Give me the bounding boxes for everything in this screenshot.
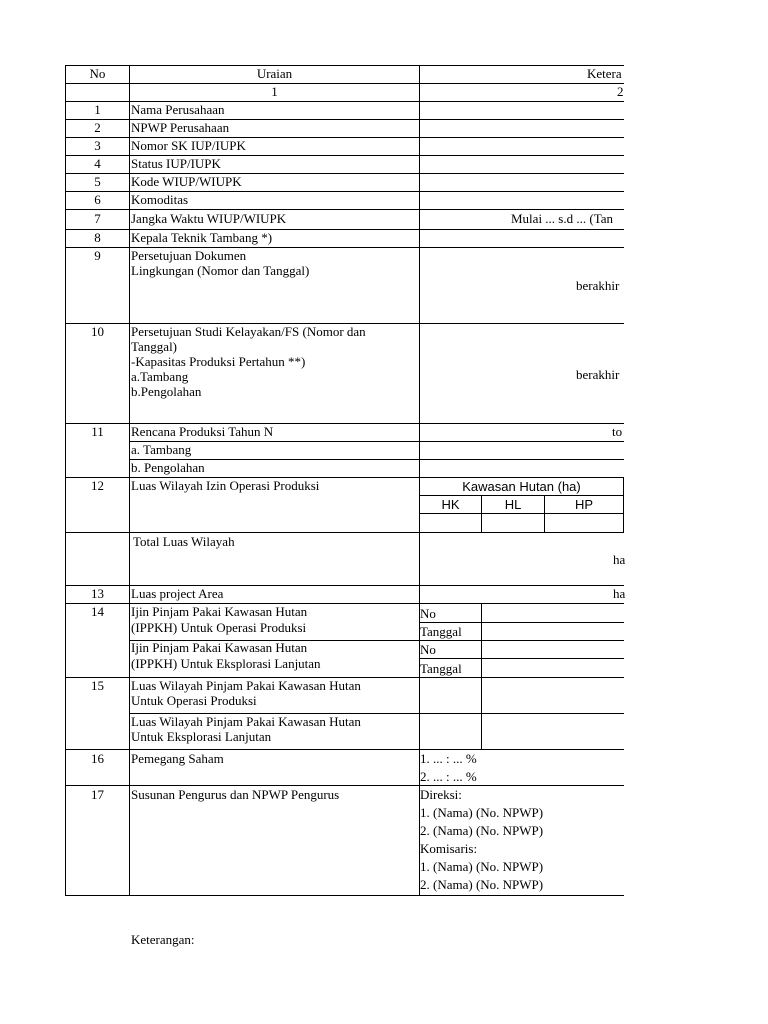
header-keterangan: Ketera — [587, 66, 622, 81]
row-label: Susunan Pengurus dan NPWP Pengurus — [131, 787, 340, 802]
kawasan-hutan-header: Kawasan Hutan (ha) — [462, 479, 581, 494]
row-value: Komisaris: — [420, 841, 478, 856]
grid-line — [419, 513, 624, 514]
grid-line — [65, 532, 624, 533]
row-label: a.Tambang — [131, 369, 189, 384]
grid-line — [65, 895, 624, 896]
row-label: Pemegang Saham — [131, 751, 224, 766]
header-uraian: Uraian — [256, 66, 293, 81]
row-value: Mulai ... s.d ... (Tan — [511, 211, 613, 226]
row-label: Status IUP/IUPK — [131, 156, 221, 171]
row-label: -Kapasitas Produksi Pertahun **) — [131, 354, 306, 369]
row-label: Untuk Operasi Produksi — [131, 693, 257, 708]
row-label: Kode WIUP/WIUPK — [131, 174, 242, 189]
row-number: 11 — [91, 424, 104, 439]
row-value: 2. (Nama) (No. NPWP) — [420, 823, 544, 838]
row-value: 1. (Nama) (No. NPWP) — [420, 859, 544, 874]
row-number: 14 — [91, 604, 104, 619]
row-number: 12 — [91, 478, 104, 493]
row-value: Direksi: — [420, 787, 462, 802]
grid-line — [129, 65, 130, 896]
row-number: 13 — [91, 586, 104, 601]
row-label: Luas Wilayah Pinjam Pakai Kawasan Hutan — [131, 678, 361, 693]
row-label: Persetujuan Dokumen — [131, 248, 247, 263]
grid-line — [419, 622, 624, 623]
row-label: b.Pengolahan — [131, 384, 202, 399]
hp-header: HP — [574, 497, 594, 512]
column-number-1: 1 — [271, 84, 278, 99]
row-label: Ijin Pinjam Pakai Kawasan Hutan — [131, 640, 308, 655]
grid-line — [481, 603, 482, 749]
ippkh-eks-no-label: No — [420, 642, 436, 657]
grid-line — [129, 441, 624, 442]
row-sublabel: a. Tambang — [131, 442, 192, 457]
grid-line — [65, 209, 624, 210]
grid-line — [419, 495, 624, 496]
row-number: 16 — [91, 751, 104, 766]
row-label: Ijin Pinjam Pakai Kawasan Hutan — [131, 604, 308, 619]
row-label: (IPPKH) Untuk Operasi Produksi — [131, 620, 307, 635]
row-value: to — [612, 424, 623, 439]
row-value: 1. (Nama) (No. NPWP) — [420, 805, 544, 820]
row-value: berakhir — [576, 278, 620, 293]
total-value: ha — [613, 552, 626, 567]
row-number: 9 — [94, 248, 101, 263]
row-label: Kepala Teknik Tambang *) — [131, 230, 273, 245]
row-number: 5 — [94, 174, 101, 189]
row-number: 15 — [91, 678, 104, 693]
row-value: ha — [613, 586, 626, 601]
row-label: Luas Wilayah Izin Operasi Produksi — [131, 478, 320, 493]
row-label: (IPPKH) Untuk Eksplorasi Lanjutan — [131, 656, 321, 671]
row-label: Komoditas — [131, 192, 189, 207]
row-number: 17 — [91, 787, 104, 802]
row-number: 1 — [94, 102, 101, 117]
grid-line — [419, 658, 624, 659]
row-value: 2. ... : ... % — [420, 769, 477, 784]
row-label: Tanggal) — [131, 339, 178, 354]
header-no: No — [89, 66, 106, 81]
column-number-2: 2 — [617, 84, 624, 99]
row-label: Persetujuan Studi Kelayakan/FS (Nomor dan — [131, 324, 366, 339]
row-label: Rencana Produksi Tahun N — [131, 424, 274, 439]
hl-header: HL — [504, 497, 522, 512]
row-number: 8 — [94, 230, 101, 245]
grid-line — [65, 749, 624, 750]
row-label: Jangka Waktu WIUP/WIUPK — [131, 211, 287, 226]
row-value: 1. ... : ... % — [420, 751, 477, 766]
row-number: 2 — [94, 120, 101, 135]
keterangan-label: Keterangan: — [131, 932, 195, 947]
row-label: NPWP Perusahaan — [131, 120, 230, 135]
ippkh-op-tanggal-label: Tanggal — [420, 624, 462, 639]
row-number: 6 — [94, 192, 101, 207]
grid-line — [65, 785, 624, 786]
ippkh-op-no-label: No — [420, 606, 436, 621]
hk-header: HK — [441, 497, 460, 512]
row-label: Luas project Area — [131, 586, 224, 601]
row-sublabel: b. Pengolahan — [131, 460, 205, 475]
row-label: Untuk Eksplorasi Lanjutan — [131, 729, 272, 744]
row-label: Luas Wilayah Pinjam Pakai Kawasan Hutan — [131, 714, 361, 729]
grid-line — [623, 477, 624, 533]
ippkh-eks-tanggal-label: Tanggal — [420, 661, 462, 676]
row-number: 10 — [91, 324, 104, 339]
row-number: 3 — [94, 138, 101, 153]
row-label: Lingkungan (Nomor dan Tanggal) — [131, 263, 310, 278]
total-label: Total Luas Wilayah — [133, 534, 235, 549]
row-number: 4 — [94, 156, 101, 171]
row-value: berakhir — [576, 367, 620, 382]
row-value: 2. (Nama) (No. NPWP) — [420, 877, 544, 892]
row-label: Nama Perusahaan — [131, 102, 225, 117]
row-label: Nomor SK IUP/IUPK — [131, 138, 246, 153]
row-number: 7 — [94, 211, 101, 226]
